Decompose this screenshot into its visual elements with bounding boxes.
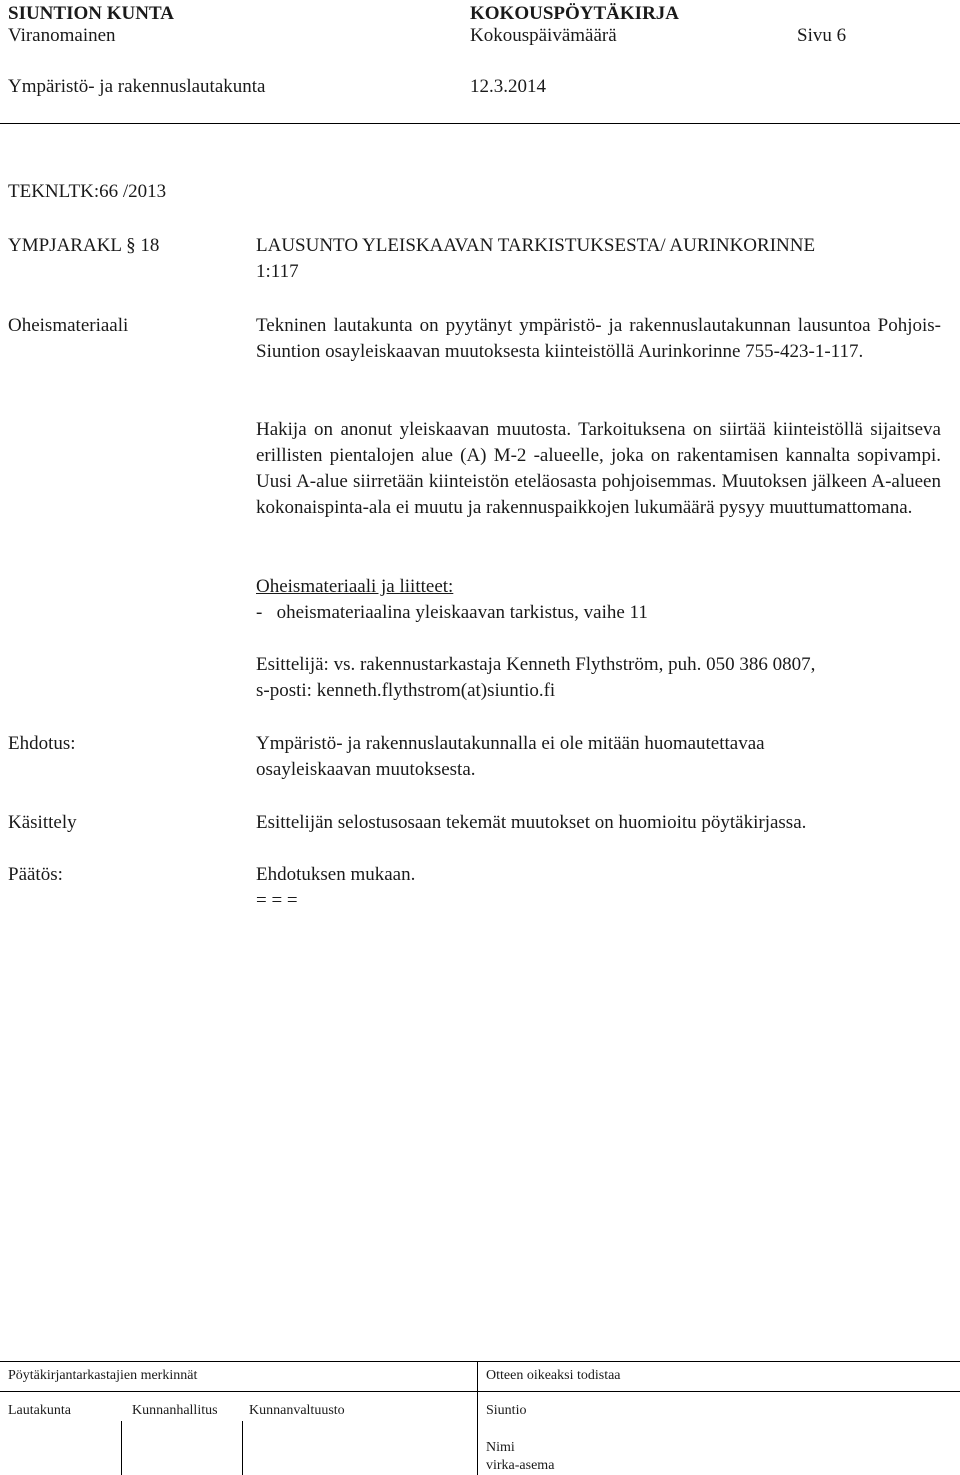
attachment-item: - oheismateriaalina yleiskaavan tarkistus, vaihe 11 <box>256 602 648 623</box>
footer-examiners: Pöytäkirjantarkastajien merkinnät <box>8 1368 198 1383</box>
footer-lautakunta: Lautakunta <box>8 1403 71 1418</box>
label-kasittely: Käsittely <box>8 812 77 833</box>
paragraph-description: Hakija on anonut yleiskaavan muutosta. Tarkoituksena on siirtää kiinteistöllä sijaitseva erillisten pientalojen alue (A) M-2 -alueelle, joka on rakentamisen kannalta sopivampi. Uusi A-alue siirretään kiinteistön eteläosasta pohjoisemmas. Muutoksen jälkeen A-alueen kokonaispinta-ala ei muutu ja rakennuspaikkojen lukumäärä pysyy muuttumattomana. <box>256 419 941 518</box>
reference-ympjarakl: YMPJARAKL § 18 <box>8 235 160 256</box>
footer-certified: Otteen oikeaksi todistaa <box>486 1368 621 1383</box>
item-title-line2: 1:117 <box>256 261 299 282</box>
item-title-line1: LAUSUNTO YLEISKAAVAN TARKISTUKSESTA/ AURINKORINNE <box>256 235 816 256</box>
footer-col-divider-3 <box>477 1361 478 1475</box>
label-oheismateriaali: Oheismateriaali <box>8 315 129 336</box>
handling-text: Esittelijän selostusosaan tekemät muutokset on huomioitu pöytäkirjassa. <box>256 812 807 833</box>
footer-col-divider-1 <box>121 1421 122 1475</box>
end-mark: = = = <box>256 890 298 911</box>
footer-name-label: Nimi <box>486 1440 515 1455</box>
footer-position-label: virka-asema <box>486 1458 555 1473</box>
authority-name: Ympäristö- ja rakennuslautakunta <box>8 76 266 97</box>
date-label: Kokouspäivämäärä <box>470 25 617 46</box>
paragraph-request: Tekninen lautakunta on pyytänyt ympäristö- ja rakennuslautakunnan lausuntoa Pohjois-Siuntion osayleiskaavan muutoksesta kiinteistöllä Aurinkorinne 755-423-1-117. <box>256 315 941 362</box>
footer-mid-rule <box>0 1391 960 1392</box>
footer-top-rule <box>0 1361 960 1362</box>
attachments-heading: Oheismateriaali ja liitteet: <box>256 576 454 597</box>
authority-label: Viranomainen <box>8 25 116 46</box>
header-divider <box>0 123 960 124</box>
label-paatos: Päätös: <box>8 864 63 885</box>
doc-type: KOKOUSPÖYTÄKIRJA <box>470 3 680 24</box>
footer-siuntio: Siuntio <box>486 1403 527 1418</box>
meeting-date: 12.3.2014 <box>470 76 546 97</box>
page-number: Sivu 6 <box>797 25 847 46</box>
proposal-text: Ympäristö- ja rakennuslautakunnalla ei ole mitään huomautettavaa osayleiskaavan muutoksesta. <box>256 733 765 780</box>
org-name: SIUNTION KUNTA <box>8 3 174 24</box>
presenter-line1: Esittelijä: vs. rakennustarkastaja Kenneth Flythström, puh. 050 386 0807, <box>256 654 816 675</box>
footer-kunnanhallitus: Kunnanhallitus <box>132 1403 218 1418</box>
presenter-line2: s-posti: kenneth.flythstrom(at)siuntio.fi <box>256 680 556 701</box>
decision-text: Ehdotuksen mukaan. <box>256 864 416 885</box>
footer-col-divider-2 <box>242 1421 243 1475</box>
reference-tekn: TEKNLTK:66 /2013 <box>8 181 167 202</box>
label-ehdotus: Ehdotus: <box>8 733 76 754</box>
footer-kunnanvaltuusto: Kunnanvaltuusto <box>249 1403 345 1418</box>
